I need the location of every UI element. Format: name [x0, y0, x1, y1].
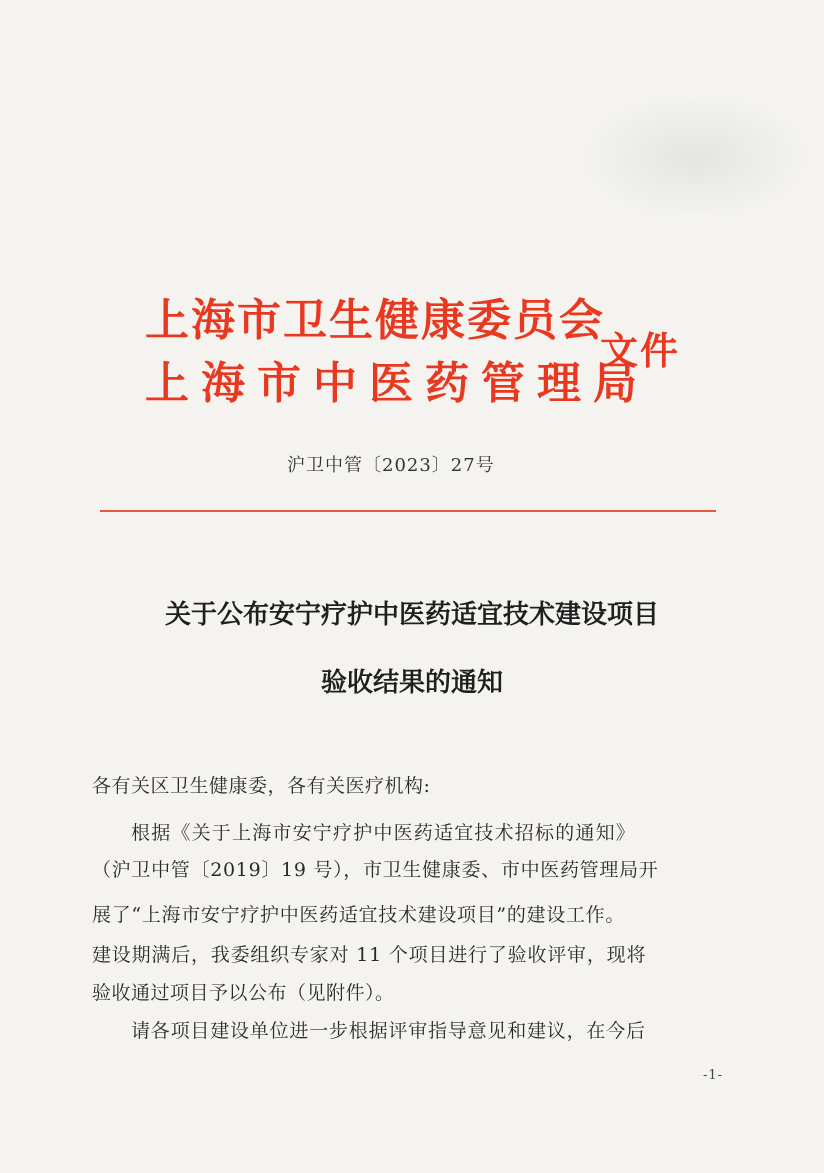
doc-type-label: 文件 — [600, 328, 681, 373]
body-line: 根据《关于上海市安宁疗护中医药适宜技术招标的通知》 — [131, 822, 637, 844]
red-divider-line — [100, 510, 716, 512]
issuer-line-2: 上海市中医药管理局 — [145, 358, 649, 409]
page-number: -1- — [703, 1068, 724, 1083]
title-line-1: 关于公布安宁疗护中医药适宜技术建设项目 — [164, 600, 659, 630]
issuer-line-1: 上海市卫生健康委员会 — [145, 295, 605, 346]
salutation: 各有关区卫生健康委，各有关医疗机构: — [92, 775, 431, 797]
body-line: 建设期满后，我委组织专家对 11 个项目进行了验收评审，现将 — [92, 944, 647, 966]
body-line: 展了“上海市安宁疗护中医药适宜技术建设项目”的建设工作。 — [92, 904, 626, 926]
body-line: 请各项目建设单位进一步根据评审指导意见和建议，在今后 — [131, 1020, 646, 1042]
body-line: 验收通过项目予以公布（见附件）。 — [92, 982, 395, 1004]
body-line: （沪卫中管〔2019〕19 号），市卫生健康委、市中医药管理局开 — [92, 859, 659, 881]
show-through-smudge — [580, 92, 810, 222]
title-line-2: 验收结果的通知 — [320, 668, 503, 698]
document-number: 沪卫中管〔2023〕27号 — [287, 455, 495, 476]
